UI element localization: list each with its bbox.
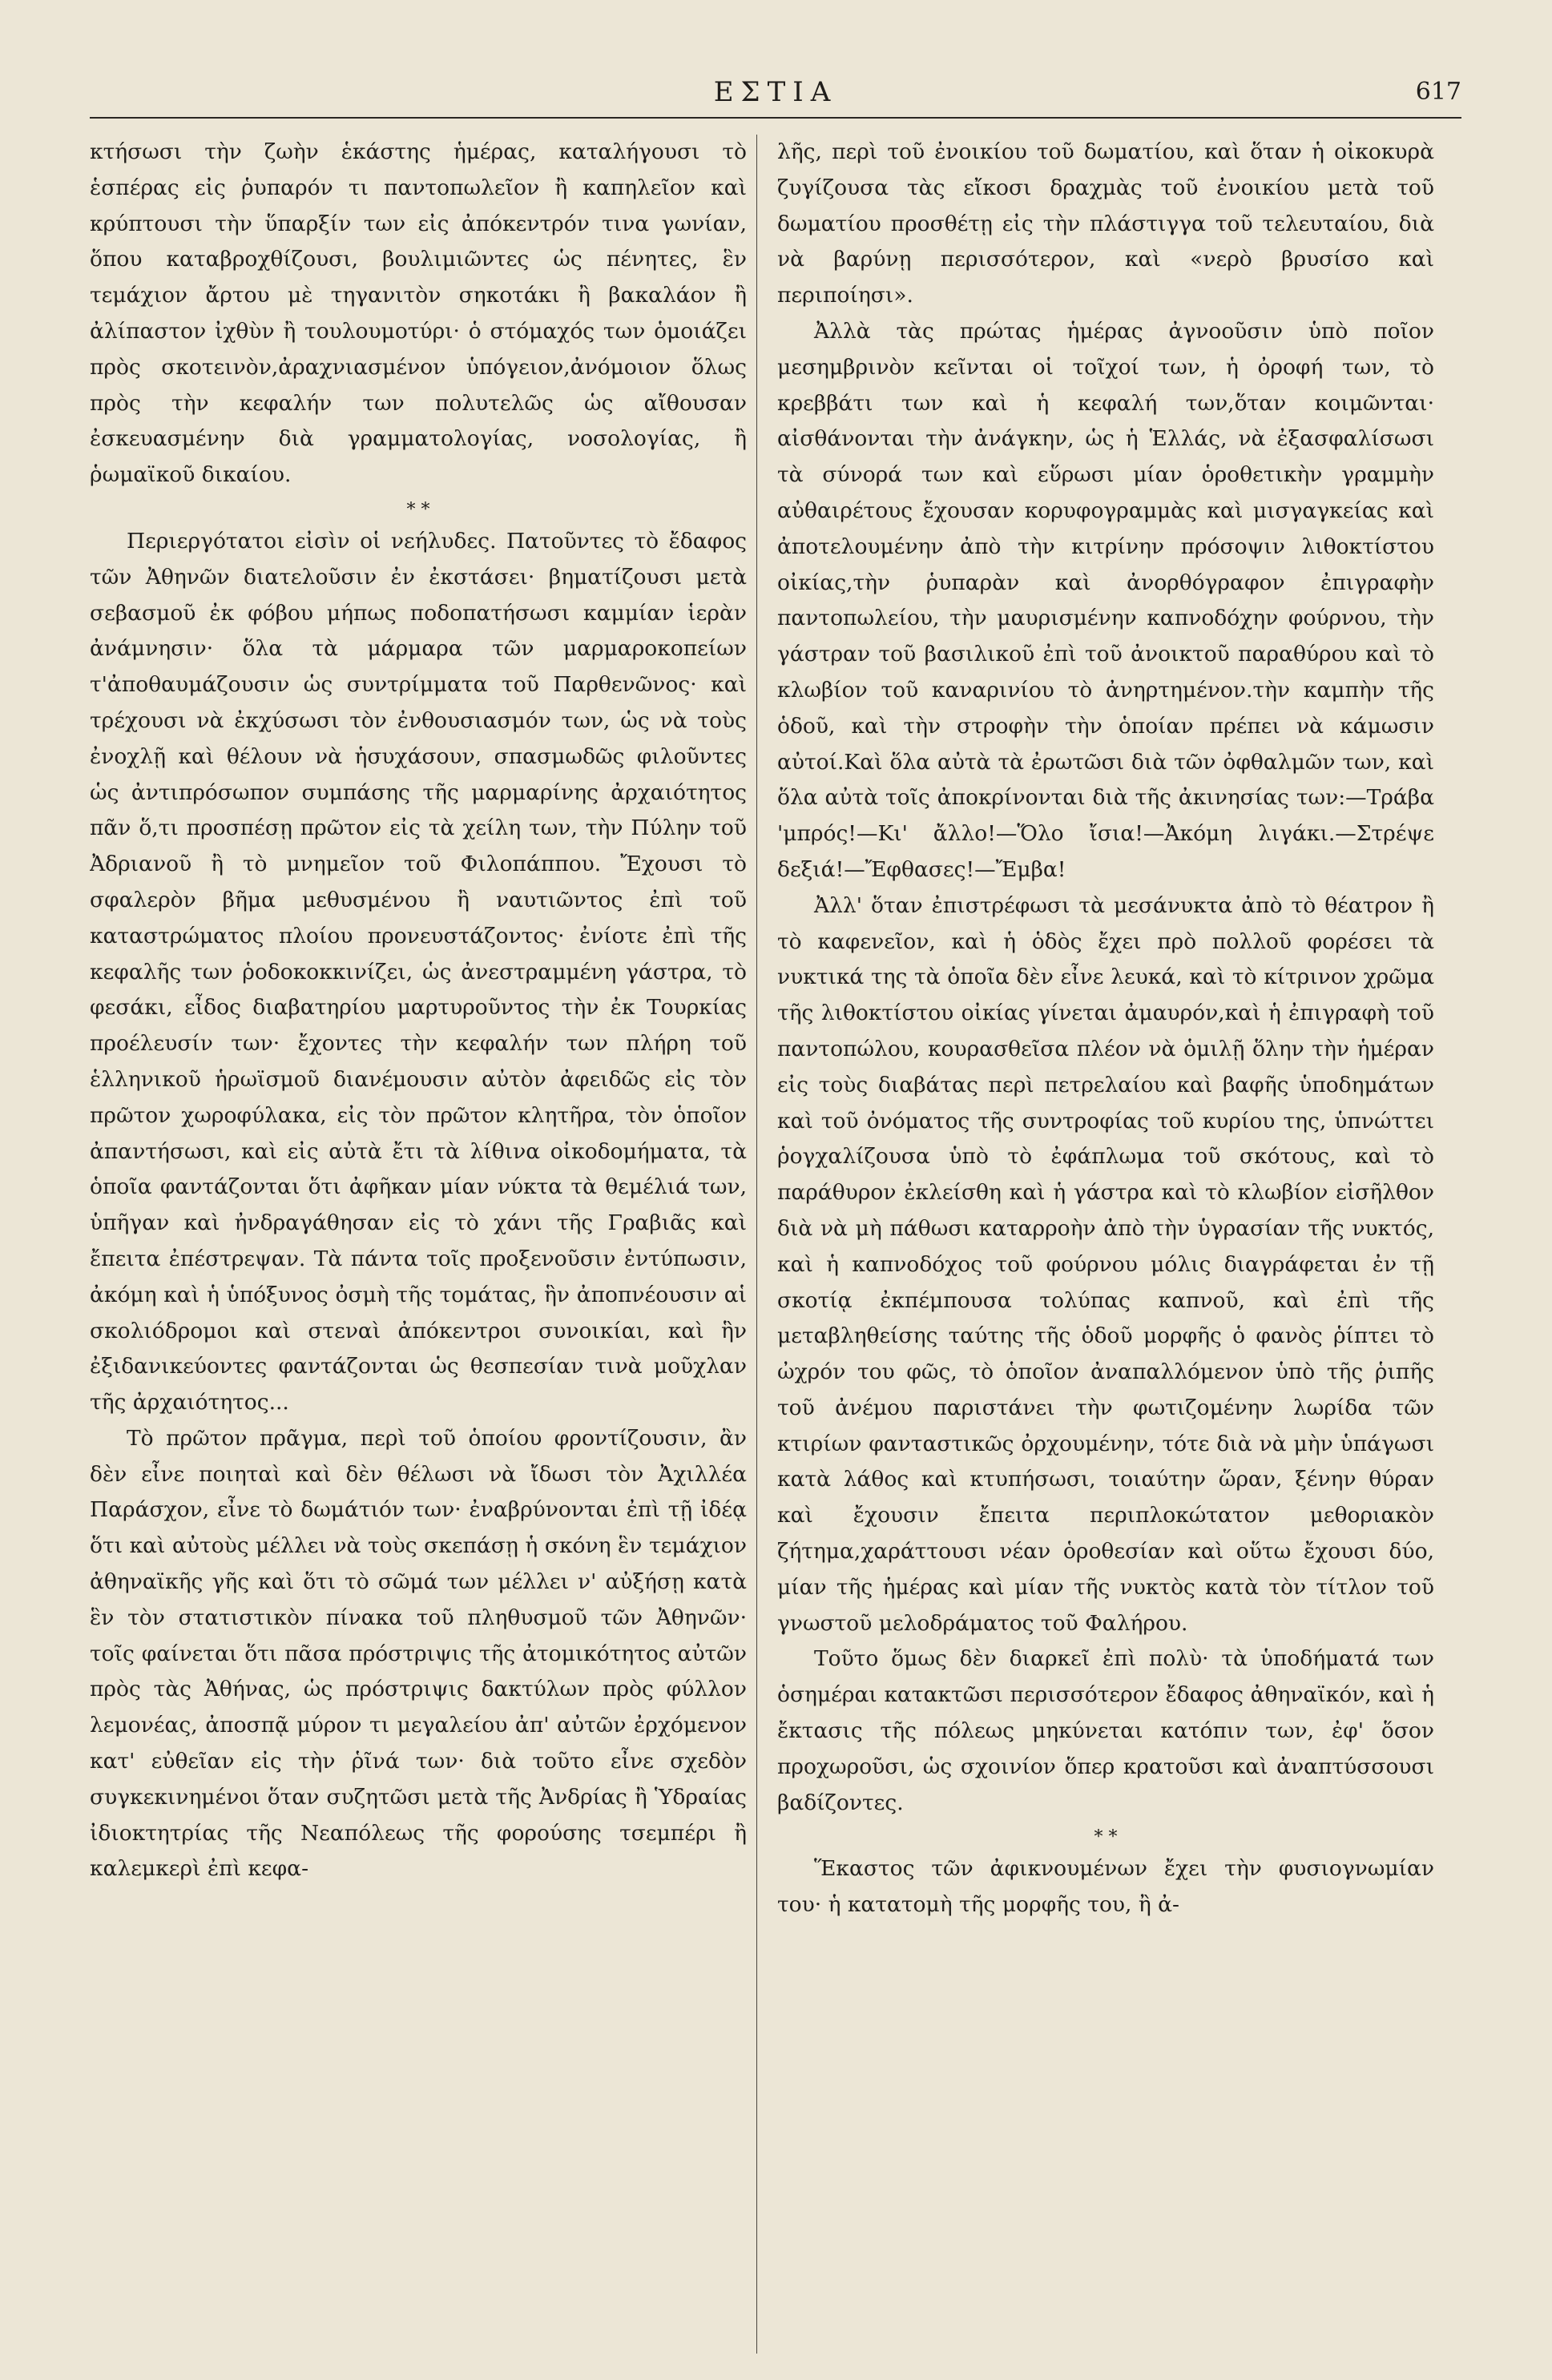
- section-separator: * *: [1094, 1827, 1118, 1848]
- paragraph: Τὸ πρῶτον πρᾶγμα, περὶ τοῦ ὁποίου φροντίζουσιν, ἂν δὲν εἶνε ποιηταὶ καὶ δὲν θέλωσι νὰ ἴδωσι τὸν Ἀχιλλέα Παράσχον, εἶνε τὸ δωμάτιόν των· ἐναβρύνονται ἐπὶ τῇ ἰδέᾳ ὅτι καὶ αὐτοὺς μέλλει νὰ τοὺς σκεπάσῃ ἡ σκόνη ἓν τεμάχιον ἀθηναϊκῆς γῆς καὶ ὅτι τὸ σῶμά των μέλλει ν' αὐξήσῃ κατὰ ἓν τὸν στατιστικὸν πίνακα τοῦ πληθυσμοῦ τῶν Ἀθηνῶν· τοῖς φαίνεται ὅτι πᾶσα πρόστριψις τῆς ἀτομικότητος αὐτῶν πρὸς τὰς Ἀθήνας, ὡς πρόστριψις δακτύλων πρὸς φύλλον λεμονέας, ἀποσπᾷ μύρον τι μεγαλείου ἀπ' αὐτῶν ἐρχόμενον κατ' εὐθεῖαν εἰς τὴν ῥῖνά των· διὰ τοῦτο εἶνε σχεδὸν συγκεκινημένοι ὅταν συζητῶσι μετὰ τῆς Ἀνδρίας ἢ Ὑδραίας ἰδιοκτητρίας τῆς Νεαπόλεως τῆς φορούσης τσεμπέρι ἢ καλεμκερὶ ἐπὶ κεφα-: [90, 1425, 747, 1882]
- paragraph: λῆς, περὶ τοῦ ἐνοικίου τοῦ δωματίου, καὶ ὅταν ἡ οἰκοκυρὰ ζυγίζουσα τὰς εἴκοσι δραχμὰς τοῦ ἐνοικίου μετὰ τοῦ δωματίου προσθέτῃ εἰς τὴν πλάστιγγα τοῦ τελευταίου, διὰ νὰ βαρύνῃ περισσότερον, καὶ «νερὸ βρυσίσο καὶ περιποίησι».: [777, 139, 1434, 308]
- column-divider: [756, 135, 757, 2354]
- paragraph: κτήσωσι τὴν ζωὴν ἑκάστης ἡμέρας, καταλήγουσι τὸ ἑσπέρας εἰς ῥυπαρόν τι παντοπωλεῖον ἢ καπηλεῖον καὶ κρύπτουσι τὴν ὕπαρξίν των εἰς ἀπόκεντρόν τινα γωνίαν, ὅπου καταβροχθίζουσι, βουλιμιῶντες ὡς πένητες, ἓν τεμάχιον ἄρτου μὲ τηγανιτὸν σηκοτάκι ἢ βακαλάον ἢ ἀλίπαστον ἰχθὺν ἢ τουλουμοτύρι· ὁ στόμαχός των ὁμοιάζει πρὸς σκοτεινὸν,ἀραχνιασμένον ὑπόγειον,ἀνόμοιον ὅλως πρὸς τὴν κεφαλήν των πολυτελῶς ὡς αἴθουσαν ἐσκευασμένην διὰ γραμματολογίας, νοσολογίας, ἢ ῥωμαϊκοῦ δικαίου.: [90, 139, 747, 488]
- journal-title: ΕΣΤΙΑ: [713, 76, 838, 108]
- paragraph: Ἀλλὰ τὰς πρώτας ἡμέρας ἀγνοοῦσιν ὑπὸ ποῖον μεσημβρινὸν κεῖνται οἱ τοῖχοί των, ἡ ὀροφή των, τὸ κρεββάτι των καὶ ἡ κεφαλή των,ὅταν κοιμῶνται· αἰσθάνονται τὴν ἀνάγκην, ὡς ἡ Ἑλλάς, νὰ ἐξασφαλίσωσι τὰ σύνορά των καὶ εὕρωσι μίαν ὁροθετικὴν γραμμὴν αὐθαιρέτους ἔχουσαν κορυφογραμμὰς καὶ μισγαγκείας καὶ ἀποτελουμένην ἀπὸ τὴν κιτρίνην πρόσοψιν λιθοκτίστου οἰκίας,τὴν ῥυπαρὰν καὶ ἀνορθόγραφον ἐπιγραφὴν παντοπωλείου, τὴν μαυρισμένην καπνοδόχην φούρνου, τὴν γάστραν τοῦ βασιλικοῦ ἐπὶ τοῦ ἀνοικτοῦ παραθύρου καὶ τὸ κλωβίον τοῦ καναρινίου τὸ ἀνηρτημένον.τὴν καμπὴν τῆς ὁδοῦ, καὶ τὴν στροφὴν τὴν ὁποίαν πρέπει νὰ κάμωσιν αὐτοί.Καὶ ὅλα αὐτὰ τὰ ἐρωτῶσι διὰ τῶν ὀφθαλμῶν των, καὶ ὅλα αὐτὰ τοῖς ἀποκρίνονται διὰ τῆς ἀκινησίας των:—Τράβα 'μπρός!—Κι' ἄλλο!—Ὅλο ἴσια!—Ἀκόμη λιγάκι.—Στρέψε δεξιά!—Ἔφθασες!—Ἔμβα!: [777, 318, 1434, 882]
- paragraph: Τοῦτο ὅμως δὲν διαρκεῖ ἐπὶ πολὺ· τὰ ὑποδήματά των ὁσημέραι κατακτῶσι περισσότερον ἔδαφος ἀθηναϊκόν, καὶ ἡ ἔκτασις τῆς πόλεως μηκύνεται κατόπιν των, ἐφ' ὅσον προχωροῦσι, ὡς σχοινίον ὅπερ κρατοῦσι καὶ ἀναπτύσσουσι βαδίζοντες.: [777, 1646, 1434, 1815]
- page-header: [90, 76, 1461, 116]
- header-rule: [90, 117, 1461, 119]
- paragraph: Περιεργότατοι εἰσὶν οἱ νεήλυδες. Πατοῦντες τὸ ἔδαφος τῶν Ἀθηνῶν διατελοῦσιν ἐν ἐκστάσει· βηματίζουσι μετὰ σεβασμοῦ ἐκ φόβου μήπως ποδοπατήσωσι καμμίαν ἱερὰν ἀνάμνησιν· ὅλα τὰ μάρμαρα τῶν μαρμαροκοπείων τ'ἀποθαυμάζουσιν ὡς συντρίμματα τοῦ Παρθενῶνος· καὶ τρέχουσι νὰ ἐκχύσωσι τὸν ἐνθουσιασμόν των, ὡς νὰ τοὺς ἐνοχλῇ καὶ θέλουν νὰ ἡσυχάσουν, σπασμωδῶς φιλοῦντες ὡς ἀντιπρόσωπον συμπάσης τῆς μαρμαρίνης ἀρχαιότητος πᾶν ὅ,τι προσπέσῃ πρῶτον εἰς τὰ χείλη των, τὴν Πύλην τοῦ Ἀδριανοῦ ἢ τὸ μνημεῖον τοῦ Φιλοπάππου. Ἔχουσι τὸ σφαλερὸν βῆμα μεθυσμένου ἢ ναυτιῶντος ἐπὶ τοῦ καταστρώματος πλοίου προνευστάζοντος· ἐνίοτε ἐπὶ τῆς κεφαλῆς των ῥοδοκοκκινίζει, ὡς ἀνεστραμμένη γάστρα, τὸ φεσάκι, εἶδος διαβατηρίου μαρτυροῦντος τὴν ἐκ Τουρκίας προέλευσίν των· ἔχοντες τὴν κεφαλήν των πλήρη τοῦ ἑλληνικοῦ ἡρωϊσμοῦ διανέμουσιν αὐτὸν ἀφειδῶς εἰς τὸν πρῶτον χωροφύλακα, εἰς τὸν πρῶτον κλητῆρα, τὸν ὁποῖον ἀπαντήσωσι, καὶ εἰς αὐτὰ ἔτι τὰ λίθινα οἰκοδομήματα, τὰ ὁποῖα φαντάζονται ὅτι ἀφῆκαν μίαν νύκτα τὰ θεμέλιά των, ὑπῆγαν καὶ ἠνδραγάθησαν εἰς τὸ χάνι τῆς Γραβιᾶς καὶ ἔπειτα ἐπέστρεψαν. Τὰ πάντα τοῖς προξενοῦσιν ἐντύπωσιν, ἀκόμη καὶ ἡ ὑπόξυνος ὀσμὴ τῆς τομάτας, ἣν ἀποπνέουσιν αἱ σκολιόδρομοι καὶ στεναὶ ἀπόκεντροι συνοικίαι, καὶ ἣν ἐξιδανικεύοντες φαντάζονται ὡς θεσπεσίαν τινὰ μοῦχλαν τῆς ἀρχαιότητος...: [90, 528, 747, 1416]
- paragraph: Ἀλλ' ὅταν ἐπιστρέφωσι τὰ μεσάνυκτα ἀπὸ τὸ θέατρον ἢ τὸ καφενεῖον, καὶ ἡ ὁδὸς ἔχει πρὸ πολλοῦ φορέσει τὰ νυκτικά της τὰ ὁποῖα δὲν εἶνε λευκά, καὶ τὸ κίτρινον χρῶμα τῆς λιθοκτίστου οἰκίας γίνεται ἀμαυρόν,καὶ ἡ ἐπιγραφὴ τοῦ παντοπώλου, κουρασθεῖσα πλέον νὰ ὁμιλῇ ὅλην τὴν ἡμέραν εἰς τοὺς διαβάτας περὶ πετρελαίου καὶ βαφῆς ὑποδημάτων καὶ τοῦ ὀνόματος τῆς συντροφίας τοῦ κυρίου της, ὑπνώττει ῥογχαλίζουσα ὑπὸ τὸ ἐφάπλωμα τοῦ σκότους, καὶ τὸ παράθυρον ἐκλείσθη καὶ ἡ γάστρα καὶ τὸ κλωβίον εἰσῆλθον διὰ νὰ μὴ πάθωσι καταρροὴν ἀπὸ τὴν ὑγρασίαν τῆς νυκτός, καὶ ἡ καπνοδόχος τοῦ φούρνου μόλις διαγράφεται ἐν τῇ σκοτίᾳ ἐκπέμπουσα τολύπας καπνοῦ, καὶ ἐπὶ τῆς μεταβληθείσης ταύτης τῆς ὁδοῦ μορφῆς ὁ φανὸς ῥίπτει τὸ ὠχρόν του φῶς, τὸ ὁποῖον ἀναπαλλόμενον ὑπὸ τῆς ῥιπῆς τοῦ ἀνέμου παριστάνει τὴν φωτιζομένην λωρίδα τῶν κτιρίων φανταστικῶς ὀρχουμένην, τότε διὰ νὰ μὴν ὑπάγωσι κατὰ λάθος καὶ κτυπήσωσι, τοιαύτην ὥραν, ξένην θύραν καὶ ἔχουσιν ἔπειτα περιπλοκώτατον μεθοριακὸν ζήτημα,χαράττουσι νέαν ὁροθεσίαν καὶ οὕτω ἔχουσι δύο, μίαν τῆς ἡμέρας καὶ μίαν τῆς νυκτὸς κατὰ τὸν τίτλον τοῦ γνωστοῦ μελοδράματος τοῦ Φαλήρου.: [777, 892, 1434, 1636]
- page-number: 617: [1415, 78, 1461, 106]
- left-column: [90, 135, 747, 2354]
- paragraph: Ἕκαστος τῶν ἀφικνουμένων ἔχει τὴν φυσιογνωμίαν του· ἡ κατατομὴ τῆς μορφῆς του, ἢ ἀ-: [777, 1856, 1434, 1918]
- section-separator: * *: [406, 499, 430, 520]
- right-column: [777, 135, 1434, 2354]
